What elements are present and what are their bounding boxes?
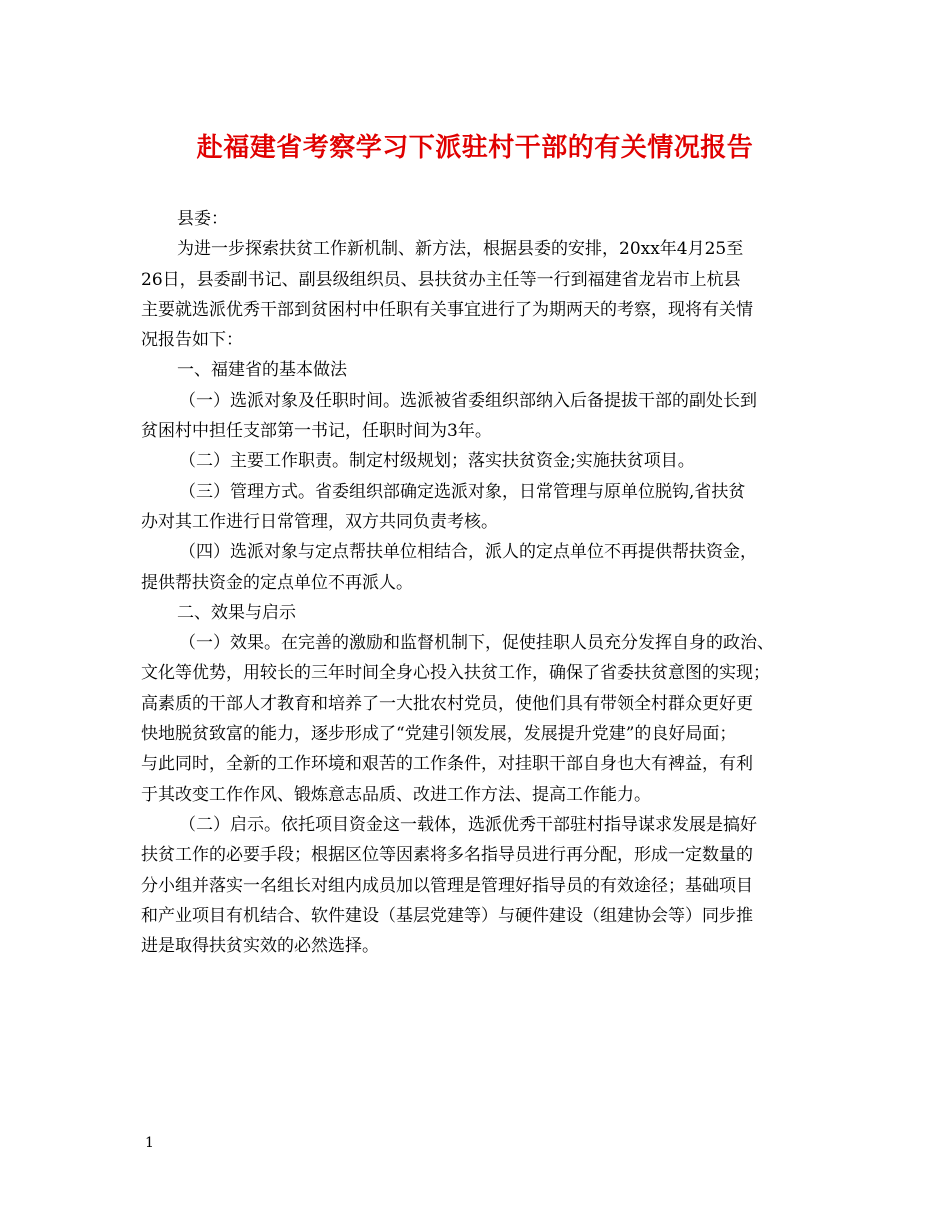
section-heading: 一、福建省的基本做法 xyxy=(177,360,347,381)
paragraph-line: 提供帮扶资金的定点单位不再派人。 xyxy=(141,572,413,593)
document-body xyxy=(141,204,811,961)
paragraph-line: 贫困村中担任支部第一书记，任职时间为3年。 xyxy=(141,421,492,442)
document-title: 赴福建省考察学习下派驻村干部的有关情况报告 xyxy=(196,133,754,163)
paragraph-line: （四）选派对象与定点帮扶单位相结合，派人的定点单位不再提供帮扶资金， xyxy=(179,542,757,563)
paragraph-line: 26日，县委副书记、副县级组织员、县扶贫办主任等一行到福建省龙岩市上杭县 xyxy=(141,269,741,290)
paragraph-line: 况报告如下： xyxy=(141,330,243,351)
paragraph-line: 于其改变工作作风、锻炼意志品质、改进工作方法、提高工作能力。 xyxy=(141,784,651,805)
paragraph-line: 文化等优势，用较长的三年时间全身心投入扶贫工作，确保了省委扶贫意图的实现； xyxy=(141,663,770,684)
paragraph-line: 分小组并落实一名组长对组内成员加以管理是管理好指导员的有效途径；基础项目 xyxy=(141,875,753,896)
paragraph-line: 进是取得扶贫实效的必然选择。 xyxy=(141,936,379,957)
paragraph-line: 快地脱贫致富的能力，逐步形成了“党建引领发展，发展提升党建”的良好局面； xyxy=(141,724,737,745)
paragraph-line: （一）选派对象及任职时间。选派被省委组织部纳入后备提拔干部的副处长到 xyxy=(179,390,757,411)
salutation-line: 县委： xyxy=(177,209,228,229)
paragraph-line: （二）启示。依托项目资金这一载体，选派优秀干部驻村指导谋求发展是搞好 xyxy=(179,814,757,835)
paragraph-line: 与此同时，全新的工作环境和艰苦的工作条件，对挂职干部自身也大有裨益，有利 xyxy=(141,754,753,775)
paragraph-line: 办对其工作进行日常管理，双方共同负责考核。 xyxy=(141,511,498,532)
paragraph-line: 和产业项目有机结合、软件建设（基层党建等）与硬件建设（组建协会等）同步推 xyxy=(141,905,753,926)
paragraph-line: 为进一步探索扶贫工作新机制、新方法，根据县委的安排，20xx年4月25至 xyxy=(177,239,744,260)
paragraph-line: （三）管理方式。省委组织部确定选派对象，日常管理与原单位脱钩,省扶贫 xyxy=(179,481,746,502)
paragraph-line: （一）效果。在完善的激励和监督机制下，促使挂职人员充分发挥自身的政治、 xyxy=(179,633,774,654)
paragraph-line: 扶贫工作的必要手段；根据区位等因素将多名指导员进行再分配，形成一定数量的 xyxy=(141,845,753,866)
paragraph-line: 高素质的干部人才教育和培养了一大批农村党员，使他们具有带领全村群众更好更 xyxy=(141,693,753,714)
page-number: 1 xyxy=(145,1135,154,1151)
paragraph-line: 主要就选派优秀干部到贫困村中任职有关事宜进行了为期两天的考察，现将有关情 xyxy=(141,299,753,320)
paragraph-line: （二）主要工作职责。制定村级规划；落实扶贫资金;实施扶贫项目。 xyxy=(179,451,695,472)
section-heading: 二、效果与启示 xyxy=(177,602,296,623)
